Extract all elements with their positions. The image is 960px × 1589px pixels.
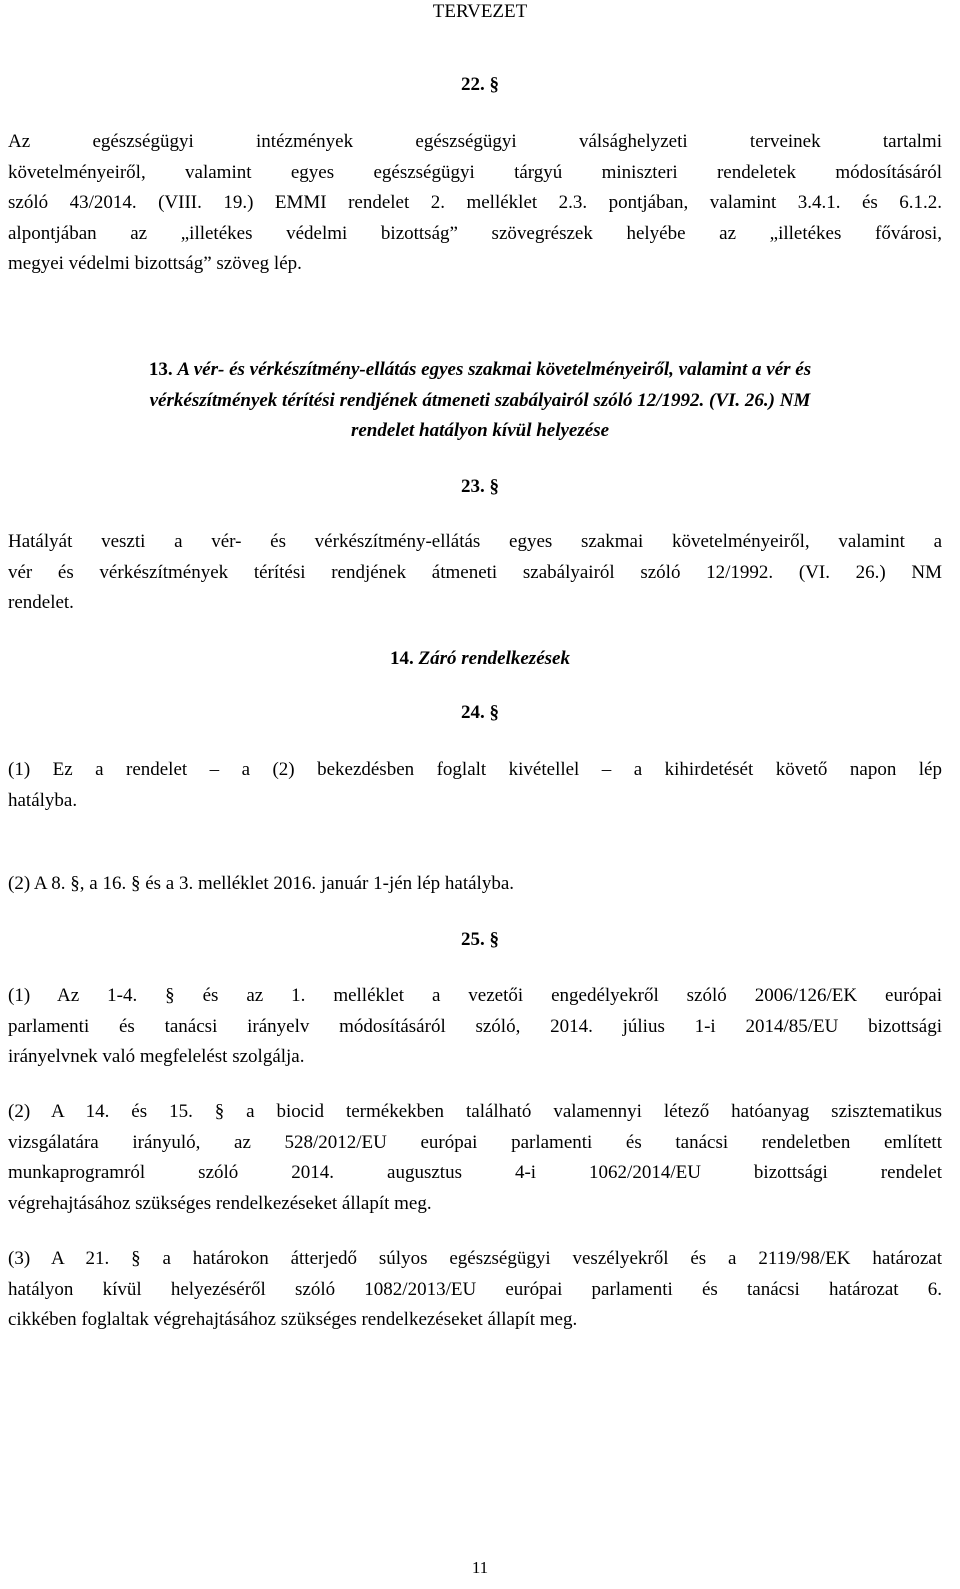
text-line: Hatályát veszti a vér- és vérkészítmény-ellátás egyes szakmai követelményeiről, valamint a — [8, 531, 942, 552]
chapter-title-text: A vér- és vérkészítmény-ellátás egyes szakmai követelményeiről, valamint a vér és — [177, 359, 812, 380]
chapter-number: 14. — [390, 648, 414, 669]
chapter-title-line — [0, 355, 960, 386]
section-heading-25: 25. § — [461, 929, 499, 950]
paragraph-22 — [8, 127, 942, 280]
text-line: követelményeiről, valamint egyes egészségügyi tárgyú miniszteri rendeletek módosításáról — [8, 161, 942, 183]
text-line: (2) A 8. §, a 16. § és a 3. melléklet 2016. január 1-jén lép hatályba. — [8, 873, 514, 894]
chapter-title-13 — [0, 355, 960, 447]
section-heading-22: 22. § — [461, 74, 499, 95]
text-line: hatályon kívül helyezéséről szóló 1082/2013/EU európai parlamenti és tanácsi határozat 6. — [8, 1278, 942, 1300]
section-heading-23: 23. § — [461, 476, 499, 497]
text-line: vér és vérkészítmények térítési rendjének átmeneti szabályairól szóló 12/1992. (VI. 26.) NM — [8, 561, 942, 583]
paragraph-24-2 — [8, 869, 942, 900]
text-line: (2) A 14. és 15. § a biocid termékekben található valamennyi létező hatóanyag szisztematikus — [8, 1101, 942, 1122]
text-line: alpontjában az „illetékes védelmi bizottság” szövegrészek helyébe az „illetékes fővárosi, — [8, 222, 942, 244]
chapter-number: 13. — [148, 359, 173, 380]
chapter-title-line — [0, 416, 960, 447]
paragraph-24-1 — [8, 755, 942, 816]
paragraph-25-2 — [8, 1097, 942, 1219]
text-line: megyei védelmi bizottság” szöveg lép. — [8, 253, 302, 274]
text-line: szóló 43/2014. (VIII. 19.) EMMI rendelet 2. melléklet 2.3. pontjában, valamint 3.4.1. és 6.1.2. — [8, 192, 942, 213]
text-line: Az egészségügyi intézmények egészségügyi válsághelyzeti terveinek tartalmi — [8, 131, 942, 152]
text-line: hatályba. — [8, 789, 78, 811]
chapter-title-text: vérkészítmények térítési rendjének átmeneti szabályairól szóló 12/1992. (VI. 26.) NM — [149, 389, 811, 411]
chapter-title-text: Záró rendelkezések — [418, 648, 570, 669]
text-line: irányelvnek való megfelelést szolgálja. — [8, 1046, 305, 1067]
draft-label: TERVEZET — [432, 1, 528, 22]
text-line: (1) Ez a rendelet – a (2) bekezdésben foglalt kivétellel – a kihirdetését követő napon lép — [8, 759, 942, 780]
text-line: cikkében foglaltak végrehajtásához szükséges rendelkezéseket állapít meg. — [8, 1309, 578, 1330]
paragraph-23 — [8, 527, 942, 619]
paragraph-25-1 — [8, 981, 942, 1073]
paragraph-25-3 — [8, 1244, 942, 1336]
chapter-title-text: rendelet hatályon kívül helyezése — [350, 420, 610, 441]
section-heading-24: 24. § — [461, 702, 499, 723]
text-line: parlamenti és tanácsi irányelv módosításáról szóló, 2014. július 1-i 2014/85/EU bizottsági — [8, 1015, 942, 1037]
chapter-title-line — [0, 386, 960, 417]
text-line: végrehajtásához szükséges rendelkezéseket állapít meg. — [8, 1192, 432, 1214]
text-line: rendelet. — [8, 592, 74, 613]
text-line: (1) Az 1-4. § és az 1. melléklet a vezetői engedélyekről szóló 2006/126/EK európai — [8, 985, 942, 1006]
text-line: vizsgálatára irányuló, az 528/2012/EU európai parlamenti és tanácsi rendeletben említett — [8, 1131, 942, 1153]
text-line: (3) A 21. § a határokon átterjedő súlyos egészségügyi veszélyekről és a 2119/98/EK határozat — [8, 1248, 942, 1269]
text-line: munkaprogramról szóló 2014. augusztus 4-i 1062/2014/EU bizottsági rendelet — [8, 1162, 942, 1183]
chapter-title-14 — [0, 644, 960, 675]
page-number: 11 — [471, 1558, 489, 1577]
